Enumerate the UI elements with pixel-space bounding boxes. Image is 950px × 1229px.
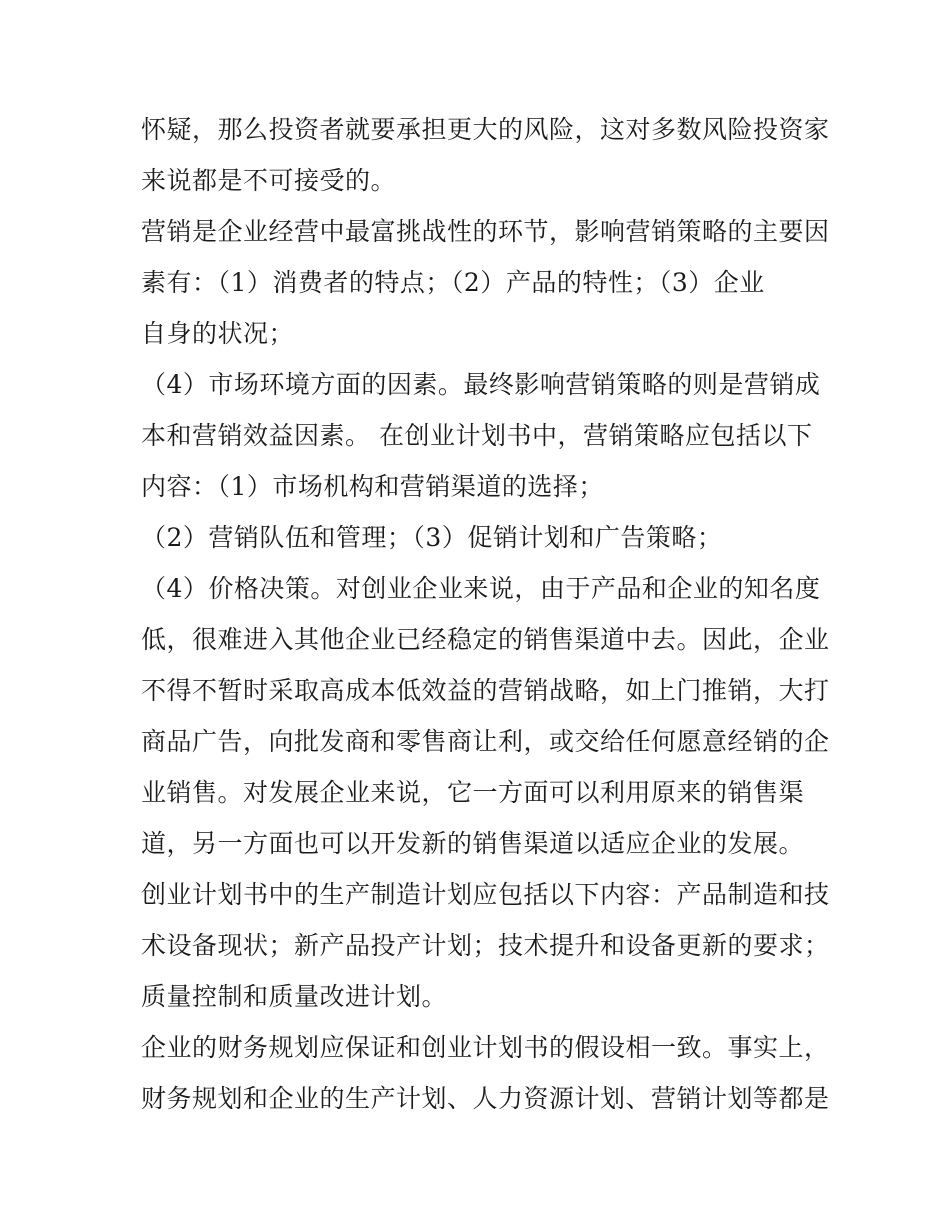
text-line: 怀疑，那么投资者就要承担更大的风险，这对多数风险投资家 — [141, 115, 830, 144]
text-line: 营销是企业经营中最富挑战性的环节，影响营销策略的主要因 — [141, 217, 830, 246]
text-line: 术设备现状；新产品投产计划；技术提升和设备更新的要求； — [141, 931, 830, 960]
text-line: （4）市场环境方面的因素。最终影响营销策略的则是营销成 — [141, 370, 821, 399]
text-line: 企业的财务规划应保证和创业计划书的假设相一致。事实上， — [141, 1033, 830, 1062]
text-line: 低，很难进入其他企业已经稳定的销售渠道中去。因此，企业 — [141, 625, 830, 654]
text-line: 来说都是不可接受的。 — [141, 166, 397, 195]
text-line: （4）价格决策。对创业企业来说，由于产品和企业的知名度 — [141, 574, 821, 603]
text-line: 道，另一方面也可以开发新的销售渠道以适应企业的发展。 — [141, 829, 805, 858]
text-line: 素有：（1）消费者的特点；（2）产品的特性；（3）企业 — [141, 268, 765, 297]
text-line: 内容：（1）市场机构和营销渠道的选择； — [141, 472, 604, 501]
text-line: 自身的状况； — [141, 319, 295, 348]
text-line: 业销售。对发展企业来说，它一方面可以利用原来的销售渠 — [141, 778, 805, 807]
body-text — [141, 104, 831, 1124]
text-line: 质量控制和质量改进计划。 — [141, 982, 448, 1011]
text-line: 创业计划书中的生产制造计划应包括以下内容：产品制造和技 — [141, 880, 830, 909]
text-line: 不得不暂时采取高成本低效益的营销战略，如上门推销，大打 — [141, 676, 830, 705]
text-line: 本和营销效益因素。 在创业计划书中，营销策略应包括以下 — [141, 421, 813, 450]
text-line: 财务规划和企业的生产计划、人力资源计划、营销计划等都是 — [141, 1084, 830, 1113]
text-line: （2）营销队伍和管理；（3）促销计划和广告策略； — [141, 523, 723, 552]
text-line: 商品广告，向批发商和零售商让利，或交给任何愿意经销的企 — [141, 727, 830, 756]
